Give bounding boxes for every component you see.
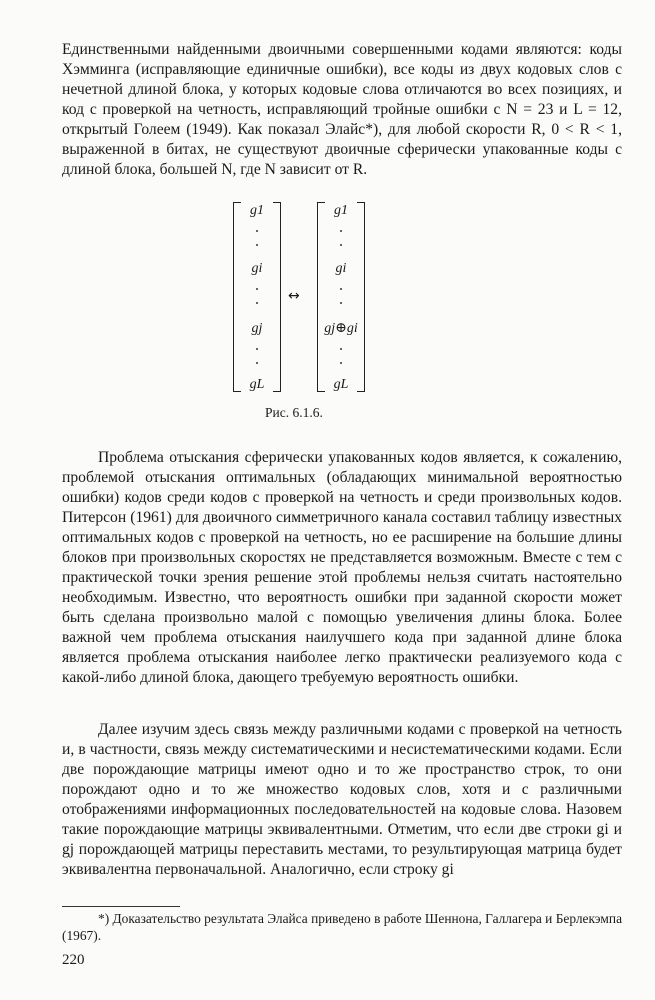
right-bracket (273, 202, 281, 392)
figure-caption: Рис. 6.1.6. (265, 405, 323, 420)
figure-6-1-6 (225, 198, 385, 426)
left-matrix (233, 198, 281, 393)
matrix-entry-g1: g1 (250, 203, 264, 218)
paragraph-2: Проблема отыскания сферически упакованных кодов является, к сожалению, проблемой отыскания оптимальных (обладающих минимальной вероятностью ошибки) кодов среди кодов с проверкой на четность и среди произвольных кодов. Питерсон (1961) для двоичного симметричного канала составил таблицу известных оптимальных кодов с проверкой на четность, но ее расширение на большие длины блоков при произвольных скоростях не представляется возможным. Вместе с тем с практической точки зрения решение этой проблемы нельзя считать настоятельно необходимым. Известно, что вероятность ошибки при заданной скорости может быть сделана произвольно малой с помощью увеличения длины блока. Более важной чем проблема отыскания наилучшего кода при заданной длине блока является проблема отыскания наиболее легко практически реализуемого кода с какой-либо длиной блока, дающего требуемую вероятность ошибки. (62, 449, 622, 686)
ellipsis-dot (256, 230, 258, 232)
page-number: 220 (62, 952, 85, 968)
equivalence-arrow: ↔ (288, 288, 300, 304)
ellipsis-dot (340, 302, 342, 304)
matrix-entry-gL: gL (249, 377, 265, 392)
ellipsis-dot (340, 230, 342, 232)
ellipsis-dot (256, 348, 258, 350)
matrix-entry-gj-plus-gi: gj⊕gi (324, 321, 358, 336)
right-bracket (357, 202, 365, 392)
matrix-entry-gj: gj (251, 321, 263, 336)
footnote: *) Доказательство результата Элайса приведено в работе Шеннона, Галлагера и Берлекэмпа (1967). (62, 911, 623, 943)
ellipsis-dot (256, 302, 258, 304)
left-bracket (233, 202, 241, 392)
matrix-entry-gL: gL (333, 377, 349, 392)
ellipsis-dot (256, 288, 258, 290)
ellipsis-dot (340, 348, 342, 350)
paragraph-3: Далее изучим здесь связь между различными кодами с проверкой на четность и, в частности, связь между систематическими и несистематическими кодами. Если две порождающие матрицы имеют одно и то же пространство строк, то они порождают одно и то же множество кодовых слов, хотя и с различными отображениями информационных последовательностей на кодовые слова. Назовем такие порождающие матрицы эквивалентными. Отметим, что если две строки gi и gj порождающей матрицы переставить местами, то результирующая матрица будет эквивалентна первоначальной. Аналогично, если строку gi (62, 721, 622, 878)
left-bracket (317, 202, 325, 392)
ellipsis-dot (340, 362, 342, 364)
right-matrix (317, 198, 365, 393)
ellipsis-dot (340, 288, 342, 290)
matrix-entry-gi: gi (335, 261, 347, 276)
ellipsis-dot (340, 244, 342, 246)
ellipsis-dot (256, 244, 258, 246)
matrix-entry-g1: g1 (334, 203, 348, 218)
footnote-divider (62, 906, 180, 907)
matrix-entry-gi: gi (251, 261, 263, 276)
paragraph-1: Единственными найденными двоичными совершенными кодами являются: коды Хэмминга (исправляющие единичные ошибки), все коды из двух кодовых слов с нечетной длиной блока, у которых кодовые слова отличаются во всех позициях, и код с проверкой на четность, исправляющий тройные ошибки с N = 23 и L = 12, открытый Голеем (1949). Как показал Элайс*), для любой скорости R, 0 < R < 1, выраженной в битах, не существуют двоичные сферически упакованные коды с длиной блока, большей N, где N зависит от R. (62, 41, 622, 178)
ellipsis-dot (256, 362, 258, 364)
